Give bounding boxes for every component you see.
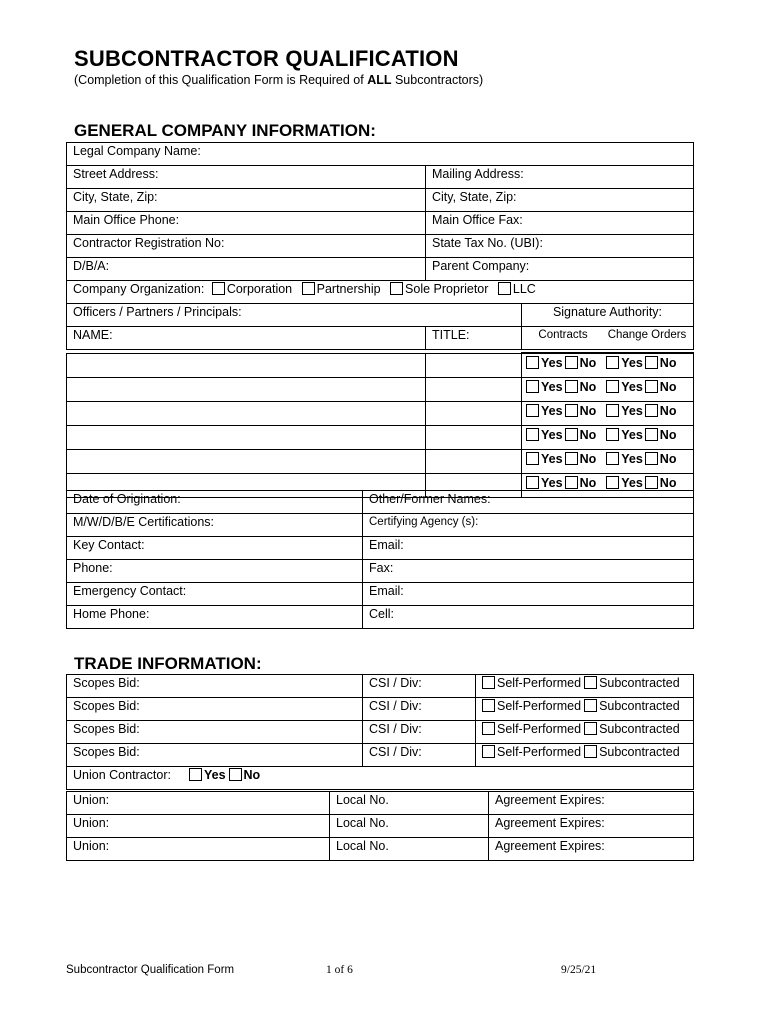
change-orders-header: Change Orders <box>607 329 687 341</box>
contracts-yes-label: Yes <box>541 404 563 418</box>
change-orders-no-checkbox[interactable] <box>645 356 658 369</box>
change-orders-no-checkbox[interactable] <box>645 380 658 393</box>
local-no-field[interactable]: Local No. <box>330 815 489 838</box>
perform-options <box>476 698 694 721</box>
officer-name-field[interactable] <box>67 353 426 378</box>
officer-title-field[interactable] <box>426 450 522 474</box>
subcontracted-checkbox[interactable] <box>584 676 597 689</box>
sig-subheader <box>522 327 694 350</box>
union-yes-label: Yes <box>203 768 226 782</box>
change-orders-no-checkbox[interactable] <box>645 404 658 417</box>
csi-field[interactable]: CSI / Div: <box>363 698 476 721</box>
scopes-field[interactable]: Scopes Bid: <box>67 698 363 721</box>
change-orders-yes-label: Yes <box>621 452 643 466</box>
local-no-field[interactable]: Local No. <box>330 792 489 815</box>
agreement-expires-field[interactable]: Agreement Expires: <box>489 838 694 861</box>
name-column-header: NAME: <box>67 327 426 350</box>
officer-name-field[interactable] <box>67 450 426 474</box>
contracts-yes-label: Yes <box>541 476 563 490</box>
officer-name-field[interactable] <box>67 426 426 450</box>
union-no-label: No <box>243 768 261 782</box>
contracts-yes-label: Yes <box>541 356 563 370</box>
contracts-yes-checkbox[interactable] <box>526 356 539 369</box>
officer-row <box>67 426 694 450</box>
change-orders-yes-label: Yes <box>621 356 643 370</box>
self-performed-label: Self-Performed <box>497 745 582 759</box>
title-column-header: TITLE: <box>426 327 522 350</box>
union-contractor-row <box>67 767 694 790</box>
change-orders-yes-checkbox[interactable] <box>606 356 619 369</box>
change-orders-no-checkbox[interactable] <box>645 452 658 465</box>
contracts-no-label: No <box>579 452 597 466</box>
self-performed-label: Self-Performed <box>497 676 582 690</box>
phone-field[interactable]: Main Office Phone: <box>67 212 426 235</box>
llc-checkbox[interactable] <box>498 282 511 295</box>
subcontracted-label: Subcontracted <box>599 676 680 690</box>
parent-field[interactable]: Parent Company: <box>426 258 694 281</box>
change-orders-yes-checkbox[interactable] <box>606 452 619 465</box>
scopes-field[interactable]: Scopes Bid: <box>67 675 363 698</box>
contracts-yes-label: Yes <box>541 380 563 394</box>
contracts-no-checkbox[interactable] <box>565 452 578 465</box>
union-field[interactable]: Union: <box>67 838 330 861</box>
agreement-expires-field[interactable]: Agreement Expires: <box>489 815 694 838</box>
officer-row <box>67 378 694 402</box>
contracts-no-label: No <box>579 428 597 442</box>
mailing-field[interactable]: Mailing Address: <box>426 166 694 189</box>
officer-title-field[interactable] <box>426 426 522 450</box>
partnership-checkbox[interactable] <box>302 282 315 295</box>
csi-field[interactable]: CSI / Div: <box>363 675 476 698</box>
llc-label: LLC <box>512 282 536 296</box>
officer-row <box>67 402 694 426</box>
details-table <box>66 490 694 629</box>
change-orders-yes-label: Yes <box>621 476 643 490</box>
contracts-no-checkbox[interactable] <box>565 476 578 489</box>
trade-section-heading: TRADE INFORMATION: <box>74 654 262 673</box>
subcontracted-checkbox[interactable] <box>584 699 597 712</box>
officers-label: Officers / Partners / Principals: <box>67 304 522 327</box>
agreement-expires-field[interactable]: Agreement Expires: <box>489 792 694 815</box>
sole-proprietor-label: Sole Proprietor <box>405 282 489 296</box>
contracts-yes-label: Yes <box>541 452 563 466</box>
city2-field[interactable]: City, State, Zip: <box>426 189 694 212</box>
street-field[interactable]: Street Address: <box>67 166 426 189</box>
contracts-no-checkbox[interactable] <box>565 428 578 441</box>
subcontracted-label: Subcontracted <box>599 722 680 736</box>
csi-field[interactable]: CSI / Div: <box>363 744 476 767</box>
partnership-label: Partnership <box>316 282 381 296</box>
key-contact-field[interactable]: Key Contact: <box>67 537 363 560</box>
officer-title-field[interactable] <box>426 378 522 402</box>
officers-table <box>66 352 694 498</box>
local-no-field[interactable]: Local No. <box>330 838 489 861</box>
perform-options <box>476 721 694 744</box>
union-contractor-label: Union Contractor: <box>73 768 171 782</box>
home-phone-field[interactable]: Home Phone: <box>67 606 363 629</box>
legal-name-field[interactable]: Legal Company Name: <box>67 143 694 166</box>
mwdbe-field[interactable]: M/W/D/B/E Certifications: <box>67 514 363 537</box>
union-no-checkbox[interactable] <box>229 768 242 781</box>
change-orders-yes-checkbox[interactable] <box>606 404 619 417</box>
change-orders-no-checkbox[interactable] <box>645 428 658 441</box>
contracts-yes-checkbox[interactable] <box>526 380 539 393</box>
subcontracted-label: Subcontracted <box>599 745 680 759</box>
footer-date: 9/25/21 <box>561 964 597 976</box>
union-yes-checkbox[interactable] <box>189 768 202 781</box>
officer-signature-options <box>522 426 694 450</box>
contracts-no-checkbox[interactable] <box>565 404 578 417</box>
email-field-2[interactable]: Email: <box>363 583 694 606</box>
contracts-no-label: No <box>579 380 597 394</box>
change-orders-no-label: No <box>659 428 677 442</box>
tax-field[interactable]: State Tax No. (UBI): <box>426 235 694 258</box>
company-organization-row <box>67 281 694 304</box>
form-subtitle <box>74 73 483 87</box>
officer-name-field[interactable] <box>67 402 426 426</box>
union-field[interactable]: Union: <box>67 792 330 815</box>
subtitle-text-end: Subcontractors) <box>391 73 484 87</box>
scope-row <box>67 744 694 767</box>
contact-fax-field[interactable]: Fax: <box>363 560 694 583</box>
other-names-field[interactable]: Other/Former Names: <box>363 491 694 514</box>
footer-page-number: 1 of 6 <box>326 964 353 976</box>
change-orders-yes-label: Yes <box>621 404 643 418</box>
subtitle-bold: ALL <box>367 73 392 87</box>
fax-field[interactable]: Main Office Fax: <box>426 212 694 235</box>
change-orders-yes-checkbox[interactable] <box>606 476 619 489</box>
subcontracted-checkbox[interactable] <box>584 745 597 758</box>
scopes-field[interactable]: Scopes Bid: <box>67 744 363 767</box>
perform-options <box>476 744 694 767</box>
self-performed-checkbox[interactable] <box>482 745 495 758</box>
contracts-yes-checkbox[interactable] <box>526 428 539 441</box>
contracts-yes-checkbox[interactable] <box>526 476 539 489</box>
change-orders-yes-label: Yes <box>621 380 643 394</box>
agency-field[interactable]: Certifying Agency (s): <box>363 514 694 537</box>
change-orders-no-label: No <box>659 380 677 394</box>
change-orders-yes-checkbox[interactable] <box>606 380 619 393</box>
contracts-no-checkbox[interactable] <box>565 380 578 393</box>
email-field-1[interactable]: Email: <box>363 537 694 560</box>
csi-field[interactable]: CSI / Div: <box>363 721 476 744</box>
officer-signature-options <box>522 353 694 378</box>
form-title: SUBCONTRACTOR QUALIFICATION <box>74 46 459 71</box>
contracts-yes-checkbox[interactable] <box>526 404 539 417</box>
contact-phone-field[interactable]: Phone: <box>67 560 363 583</box>
change-orders-no-label: No <box>659 476 677 490</box>
change-orders-no-checkbox[interactable] <box>645 476 658 489</box>
officer-row <box>67 353 694 378</box>
union-table <box>66 791 694 861</box>
officer-title-field[interactable] <box>426 402 522 426</box>
change-orders-yes-label: Yes <box>621 428 643 442</box>
contracts-no-checkbox[interactable] <box>565 356 578 369</box>
officer-row <box>67 450 694 474</box>
self-performed-label: Self-Performed <box>497 722 582 736</box>
org-label: Company Organization: <box>73 282 205 296</box>
contracts-yes-checkbox[interactable] <box>526 452 539 465</box>
officer-signature-options <box>522 402 694 426</box>
subcontracted-label: Subcontracted <box>599 699 680 713</box>
origination-field[interactable]: Date of Origination: <box>67 491 363 514</box>
emergency-contact-field[interactable]: Emergency Contact: <box>67 583 363 606</box>
self-performed-label: Self-Performed <box>497 699 582 713</box>
contracts-no-label: No <box>579 356 597 370</box>
change-orders-no-label: No <box>659 404 677 418</box>
registration-field[interactable]: Contractor Registration No: <box>67 235 426 258</box>
contracts-header: Contracts <box>538 329 588 341</box>
scope-row <box>67 675 694 698</box>
change-orders-no-label: No <box>659 356 677 370</box>
self-performed-checkbox[interactable] <box>482 676 495 689</box>
self-performed-checkbox[interactable] <box>482 699 495 712</box>
scope-row <box>67 721 694 744</box>
trade-table <box>66 674 694 790</box>
officer-name-field[interactable] <box>67 378 426 402</box>
subtitle-text: (Completion of this Qualification Form is Required of <box>74 73 368 87</box>
scopes-field[interactable]: Scopes Bid: <box>67 721 363 744</box>
subcontracted-checkbox[interactable] <box>584 722 597 735</box>
cell-field[interactable]: Cell: <box>363 606 694 629</box>
change-orders-yes-checkbox[interactable] <box>606 428 619 441</box>
dba-field[interactable]: D/B/A: <box>67 258 426 281</box>
general-section-heading: GENERAL COMPANY INFORMATION: <box>74 121 376 140</box>
city1-field[interactable]: City, State, Zip: <box>67 189 426 212</box>
sole-proprietor-checkbox[interactable] <box>390 282 403 295</box>
change-orders-no-label: No <box>659 452 677 466</box>
scope-row <box>67 698 694 721</box>
perform-options <box>476 675 694 698</box>
officer-title-field[interactable] <box>426 353 522 378</box>
self-performed-checkbox[interactable] <box>482 722 495 735</box>
signature-authority-label: Signature Authority: <box>522 304 694 327</box>
union-field[interactable]: Union: <box>67 815 330 838</box>
corporation-label: Corporation <box>226 282 293 296</box>
corporation-checkbox[interactable] <box>212 282 225 295</box>
contracts-yes-label: Yes <box>541 428 563 442</box>
contracts-no-label: No <box>579 404 597 418</box>
contracts-no-label: No <box>579 476 597 490</box>
footer-form-name: Subcontractor Qualification Form <box>66 964 235 976</box>
officer-signature-options <box>522 378 694 402</box>
general-info-table <box>66 142 694 350</box>
officer-signature-options <box>522 450 694 474</box>
